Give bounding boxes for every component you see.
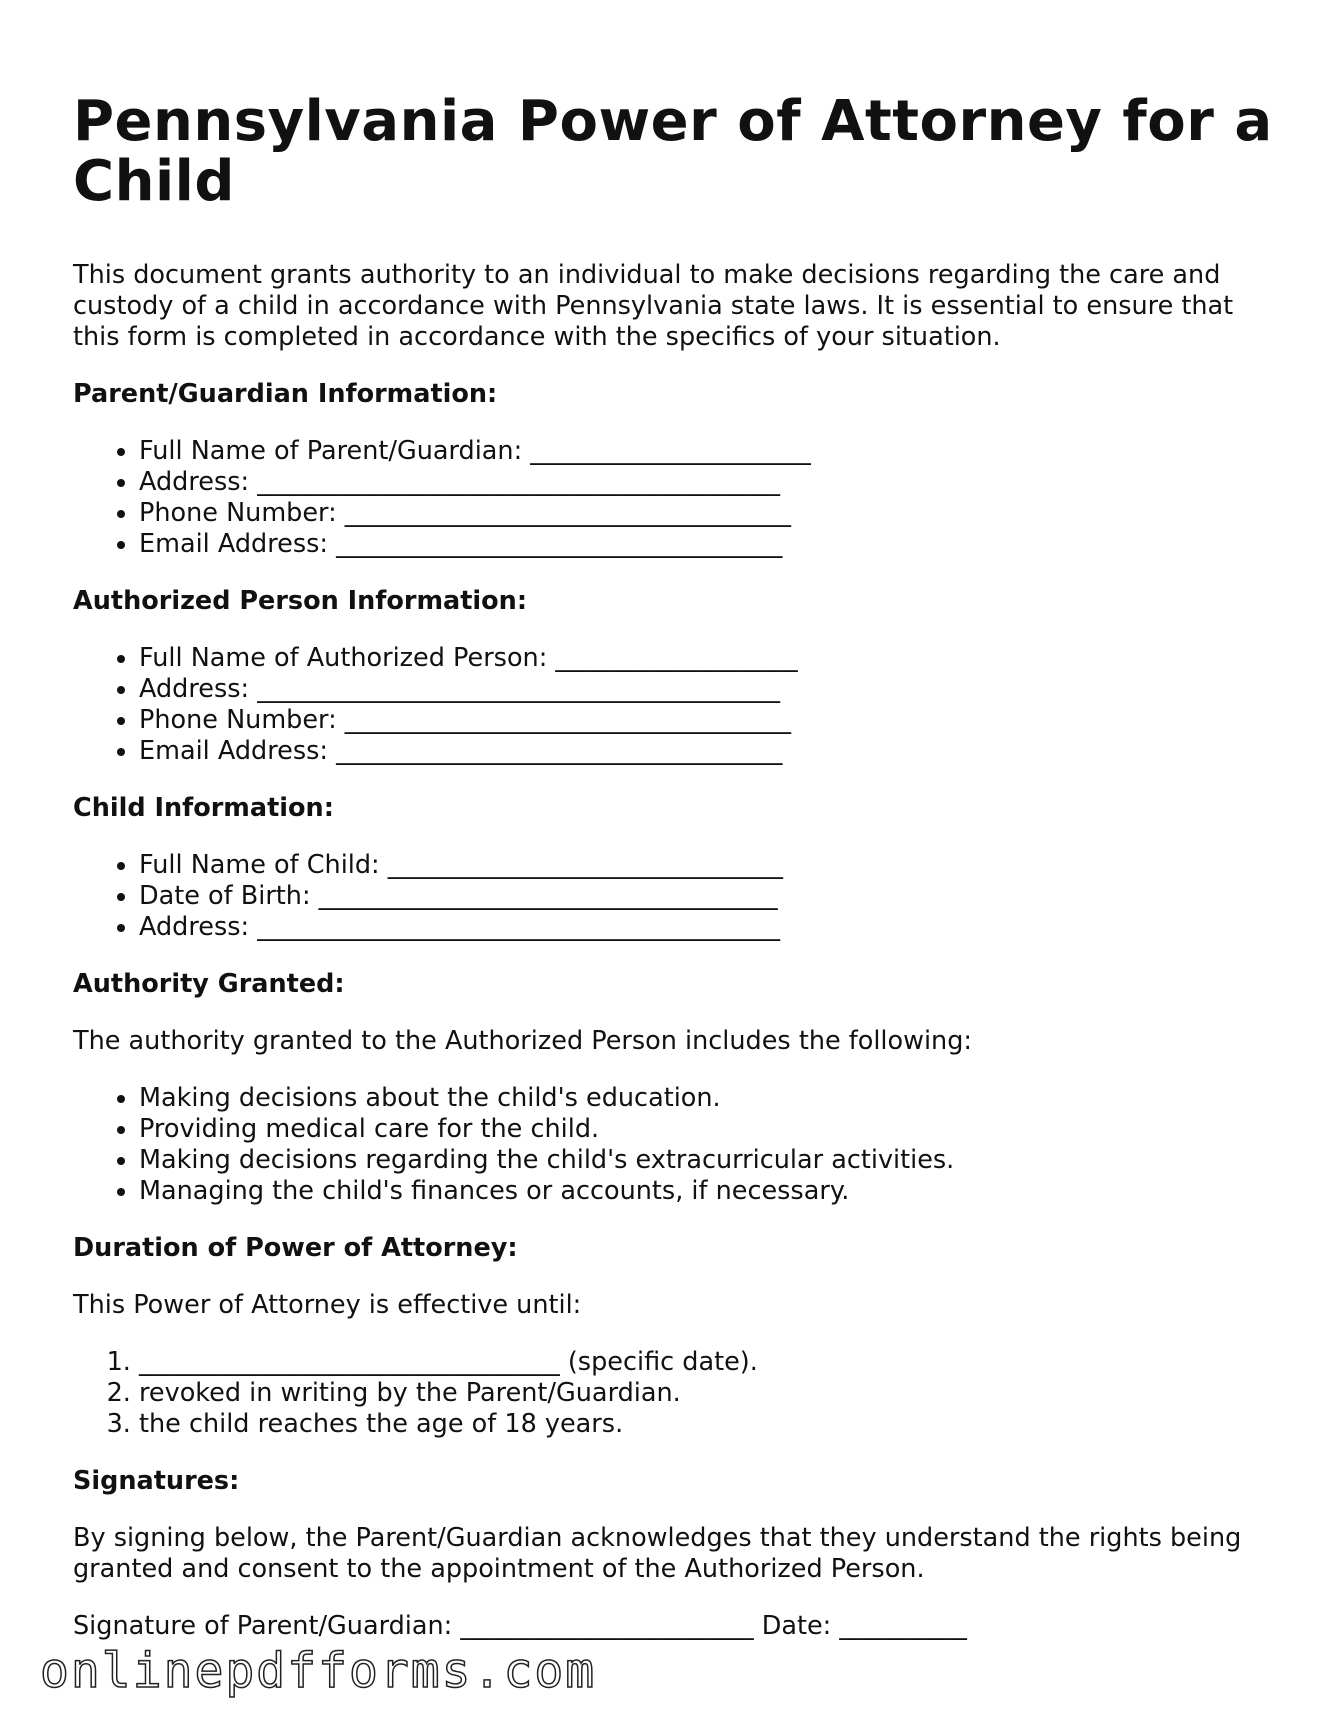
intro-paragraph: This document grants authority to an individual to make decisions regarding the care and custody of a child in accordance with Pennsylvania state laws. It is essential to ensure that this form is completed in accordance with the specifics of your situation.	[73, 260, 1234, 352]
list-item: • Address: _________________________________________	[139, 674, 1273, 705]
signature-line: Signature of Parent/Guardian: _______________________ Date: __________	[73, 1611, 967, 1641]
duration-list	[73, 1347, 1273, 1440]
document-title: Pennsylvania Power of Attorney for a Child	[73, 89, 1273, 214]
list-item: • Making decisions regarding the child's extracurricular activities.	[139, 1145, 1273, 1176]
duration-intro: This Power of Attorney is effective until:	[73, 1290, 582, 1320]
child-info-list	[73, 850, 1273, 943]
list-item: 3. the child reaches the age of 18 years.	[139, 1409, 1273, 1440]
list-item: • Managing the child's finances or accounts, if necessary.	[139, 1176, 1273, 1207]
authority-intro: The authority granted to the Authorized Person includes the following:	[73, 1026, 972, 1056]
list-item: • Full Name of Authorized Person: ___________________	[139, 643, 1273, 674]
watermark: onlinepdfforms.com	[40, 1643, 597, 1699]
list-item: • Address: _________________________________________	[139, 912, 1273, 943]
authorized-info-list	[73, 643, 1273, 767]
list-item: • Phone Number: ___________________________________	[139, 705, 1273, 736]
authority-section-heading: Authority Granted:	[73, 969, 345, 999]
list-item: • Making decisions about the child's education.	[139, 1083, 1273, 1114]
signatures-text: By signing below, the Parent/Guardian acknowledges that they understand the rights being granted and consent to the appointment of the Authorized Person.	[73, 1523, 1242, 1584]
child-section-heading: Child Information:	[73, 793, 334, 823]
document-page	[73, 89, 1273, 1642]
list-item: • Full Name of Child: _______________________________	[139, 850, 1273, 881]
duration-section-heading: Duration of Power of Attorney:	[73, 1233, 518, 1263]
list-item: • Date of Birth: ____________________________________	[139, 881, 1273, 912]
authority-list	[73, 1083, 1273, 1207]
authorized-section-heading: Authorized Person Information:	[73, 586, 528, 616]
list-item: • Address: _________________________________________	[139, 467, 1273, 498]
list-item: • Email Address: ___________________________________	[139, 736, 1273, 767]
list-item: 1. _________________________________ (specific date).	[139, 1347, 1273, 1378]
list-item: • Providing medical care for the child.	[139, 1114, 1273, 1145]
signatures-section-heading: Signatures:	[73, 1466, 240, 1496]
list-item: • Full Name of Parent/Guardian: ______________________	[139, 436, 1273, 467]
list-item: • Phone Number: ___________________________________	[139, 498, 1273, 529]
list-item: • Email Address: ___________________________________	[139, 529, 1273, 560]
parent-section-heading: Parent/Guardian Information:	[73, 379, 498, 409]
parent-info-list	[73, 436, 1273, 560]
list-item: 2. revoked in writing by the Parent/Guardian.	[139, 1378, 1273, 1409]
